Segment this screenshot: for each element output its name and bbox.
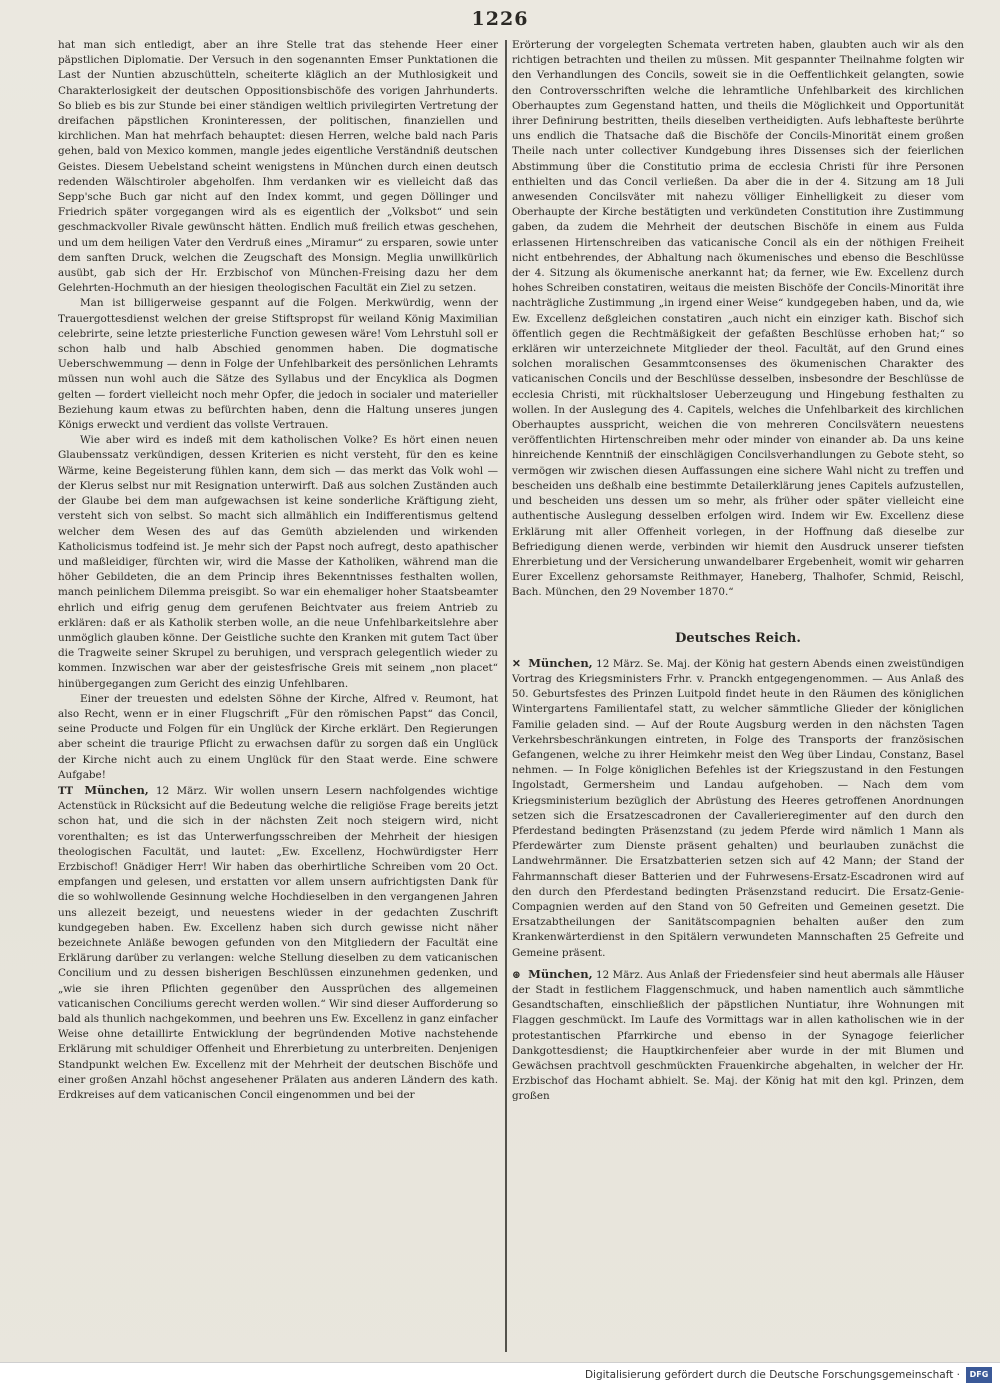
article-dateline: München, bbox=[528, 966, 593, 981]
article-munich-2 bbox=[512, 967, 964, 1105]
right-paragraph: Erörterung der vorgelegten Schemata vertreten haben, glaubten auch wir als den richtigen betrachten und theilen zu müssen. Mit gespannter Theilnahme folgten wir den Verhandlungen des Concils, soweit sie in die Oeffentlichkeit gelangten, sowie den Controversschriften welche die lehramtliche Unfehlbarkeit des kirchlichen Oberhauptes zum Gegenstand hatten, und theils die Möglichkeit und Opportunität ihrer Definirung bestritten, theils dieselben vertheidigten. Aufs lebhafteste berührte uns endlich die Thatsache daß die Bischöfe der Concils-Minorität einem großen Theile nach unter collectiver Kundgebung ihres Dissenses sich der feierlichen Abstimmung über die Constitutio prima de ecclesia Christi für ihre Personen enthielten und das Concil verließen. Da aber die in der 4. Sitzung am 18 Juli anwesenden Concilsväter mit nahezu völliger Einhelligkeit zu dieser vom Oberhaupte der Kirche bestätigten und verkündeten Constitution ihre Zustimmung gaben, da zudem die Mehrheit der deutschen Bischöfe in einem aus Fulda erlassenen Hirtenschreiben das vaticanische Concil als ein der nöthigen Freiheit nicht entbehrendes, der Abhaltung nach ökumenisches und ebenso die Beschlüsse der 4. Sitzung als ökumenische anerkannt hat; da ferner, wie Ew. Excellenz durch hohes Schreiben constatiren, weitaus die meisten Bischöfe der Concils-Minorität ihre nachträgliche Zustimmung „in irgend einer Weise“ kundgegeben haben, und da, wie Ew. Excellenz deßgleichen constatiren „auch nicht ein einziger kath. Bischof sich öffentlich gegen die Rechtmäßigkeit der gefaßten Beschlüsse erhoben hat;“ so erklären wir unterzeichnete Mitglieder der theol. Facultät, auf den Grund eines solchen moralischen Gesammtconsenses des ökumenischen Charakter des vaticanischen Concils und der Beschlüsse desselben, insbesondre der Beschlüsse de ecclesia Christi, mit rückhaltsloser Ueberzeugung und Hingebung festhalten zu wollen. In der Auslegung des 4. Capitels, welches die Unfehlbarkeit des kirchlichen Oberhauptes ausspricht, weichen die von mehreren Concilsvätern neuestens veröffentlichten Hirtenschreiben mehr oder minder von einander ab. Da uns keine hinreichende Kenntniß der einschlägigen Concilsverhandlungen zu Gebote steht, so vermögen wir zwischen diesen Auffassungen eine sichere Wahl nicht zu treffen und bescheiden uns deßhalb eine bestimmte Detailerklärung jenes Capitels aufzustellen, und bescheiden uns dessen um so mehr, als früher oder später vielleicht eine authentische Auslegung desselben erfolgen wird. Indem wir Ew. Excellenz diese Erklärung mit aller Offenheit vorlegen, in der Hoffnung daß dieselbe zur Befriedigung dienen werde, verbinden wir hiemit den Ausdruck unserer tiefsten Ehrerbietung und der Versicherung unwandelbarer Ergebenheit, womit wir geharren Eurer Excellenz gehorsamste Reithmayer, Haneberg, Thalhofer, Schmid, Reischl, Bach. München, den 29 November 1870.“ bbox=[512, 39, 964, 599]
article-munich-1 bbox=[512, 656, 964, 961]
article-date: 12 März. bbox=[596, 657, 644, 670]
article-dateline: München, bbox=[528, 655, 593, 670]
article-date: 12 März. bbox=[156, 784, 208, 797]
footer-credit: Digitalisierung gefördert durch die Deutsche Forschungsgemeinschaft · bbox=[584, 1369, 960, 1381]
article-dateline: München, bbox=[84, 782, 149, 797]
right-column bbox=[512, 38, 964, 1356]
left-paragraph: Man ist billigerweise gespannt auf die Folgen. Merkwürdig, wenn der Trauergottesdienst welchen der greise Stiftspropst für weiland König Maximilian celebrirte, seine letzte priesterliche Function gewesen wäre! Vom Lehrstuhl soll er schon halb und halb Abschied genommen haben. Die dogmatische Ueberschwemmung — denn in Folge der Unfehlbarkeit des persönlichen Lehramts müssen nun wohl auch die Sätze des Syllabus und der Encyklica als Dogmen gelten — fordert vielleicht noch mehr Opfer, die jedoch in socialer und materieller Beziehung kaum etwas zu befürchten haben, denn die Haltung unseres jungen Königs erweckt und verdient das vollste Vertrauen. bbox=[58, 297, 498, 432]
article-text: Aus Anlaß der Friedensfeier sind heut abermals alle Häuser der Stadt in festlichem Flaggenschmuck, und haben namentlich auch sämmtliche Gesandtschaften, einschließlich der päpstlichen Nuntiatur, ihre Wohnungen mit Flaggen geschmückt. Im Laufe des Vormittags war in allen katholischen wie in der protestantischen Pfarrkirche und ebenso in der Synagoge feierlicher Dankgottesdienst; die Hauptkirchenfeier aber wurde in der mit Blumen und Gewächsen prachtvoll geschmückten Frauenkirche abgehalten, in welcher der Hr. Erzbischof das Hochamt abhielt. Se. Maj. der König hat mit den kgl. Prinzen, dem großen bbox=[512, 968, 964, 1103]
left-paragraph: Einer der treuesten und edelsten Söhne der Kirche, Alfred v. Reumont, hat also Recht, wenn er in einer Flugschrift „Für den römischen Papst“ das Concil, seine Producte und Folgen für ein Unglück der Kirche erklärt. Den Regierungen aber scheint die traurige Pflicht zu erwachsen dafür zu sorgen daß ein Unglück der Kirche nicht auch zu einem Unglück für den Staat werde. Eine schwere Aufgabe! bbox=[58, 692, 498, 781]
page-number: 1226 bbox=[471, 8, 529, 30]
left-paragraph: Wie aber wird es indeß mit dem katholischen Volke? Es hört einen neuen Glaubenssatz verkündigen, dessen Kriterien es nicht versteht, für den es keine Wärme, keine Begeisterung fühlen kann, dem sich — das merkt das Volk wohl — der Klerus selbst nur mit Resignation unterwirft. Daß aus solchen Zuständen auch der Glaube bei dem man aufgewachsen ist keine sonderliche Kräftigung zieht, versteht sich von selbst. So macht sich allmählich ein Indifferentismus geltend welcher dem Wesen des auf das Gemüth abzielenden und wirkenden Katholicismus todfeind ist. Je mehr sich der Papst noch aufregt, desto apathischer und maßleidiger, fürchten wir, wird die Masse der Katholiken, während man die höher Gebildeten, die an dem Princip ihres Bekenntnisses festhalten wollen, manch peinlichem Dilemma preisgibt. So war ein ehemaliger hoher Staatsbeamter ehrlich und eifrig genug dem gerufenen Beichtvater aus freiem Antrieb zu erklären: daß er als Katholik sterben wolle, an die neue Unfehlbarkeitslehre aber unmöglich glauben könne. Der Geistliche suchte den Kranken mit gutem Tact über die Tragweite seiner Skrupel zu beruhigen, und versprach gelegentlich wieder zu kommen. Inzwischen war aber der geistesfrische Greis mit seinem „non placet“ hinübergegangen zum Gericht des einzig Unfehlbaren. bbox=[58, 434, 498, 690]
footer-bar bbox=[0, 1362, 1000, 1389]
article-text: Se. Maj. der König hat gestern Abends einen zweistündigen Vortrag des Kriegsministers Frhr. v. Pranckh entgegengenommen. — Aus Anlaß des 50. Geburtsfestes des Prinzen Luitpold findet heute in den Räumen des königlichen Wintergartens Familientafel statt, zu welcher sämmtliche Glieder der königlichen Familie geladen sind. — Auf der Route Augsburg werden in den nächsten Tagen Verkehrsbeschränkungen eintreten, in Folge des Transports der französischen Gefangenen, welche zu ihrer Heimkehr meist den Weg über Lindau, Constanz, Basel nehmen. — In Folge königlichen Befehles ist der Kriegszustand in den Festungen Ingolstadt, Germersheim und Landau aufgehoben. — Nach dem vom Kriegsministerium bezüglich der Abrüstung des Heeres getroffenen Anordnungen setzen sich die Ersatzescadronen der Cavallerieregimenter auf den durch den Pferdestand bedingten Präsenzstand (zu jedem Pferde wird nämlich 1 Mann als Pferdewärter zum Dienste präsent gehalten) und beurlauben zunächst die Landwehrmänner. Die Ersatzbatterien setzen sich auf 42 Mann; der Stand der Fahrmannschaft dieser Batterien und der Fuhrwesens-Ersatz-Escadronen wird auf den durch den Pferdestand bedingten Präsenzstand reducirt. Die Ersatz-Genie-Compagnien werden auf den Stand von 50 Gefreiten und Gemeinen gesetzt. Die Ersatzabtheilungen der Sanitätscompagnien behalten außer den zum Krankenwärterdienst in den Spitälern verwundeten Mannschaften 25 Gefreite und Gemeine präsent. bbox=[512, 657, 964, 959]
article-mark: ✕ bbox=[512, 657, 521, 670]
column-divider bbox=[505, 40, 507, 1352]
article-munich-declaration bbox=[58, 783, 498, 1103]
left-paragraph: hat man sich entledigt, aber an ihre Stelle trat das stehende Heer einer päpstlichen Diplomatie. Der Versuch in den sogenannten Emser Punktationen die Last der Nuntien abzuschütteln, scheiterte kläglich an der Muthlosigkeit und Charakterlosigkeit der deutschen Oppositionsbischöfe des vorigen Jahrhunderts. So blieb es bis zur Stunde bei einer ständigen weltlich privilegirten Vertretung der dreifachen päpstlichen Kroninteressen, der politischen, finanziellen und kirchlichen. Man hat mehrfach behauptet: diesen Herren, welche bald nach Paris gehen, bald von Mexico kommen, mangle jedes eigentliche Verständniß deutschen Geistes. Diesem Uebelstand scheint wenigstens in München durch einen deutsch redenden Wälschtiroler abgeholfen. Ihm verdanken wir es vielleicht daß das Sepp'sche Buch gar nicht auf den Index kommt, und gegen Döllinger und Friedrich später vorgegangen wird als es eigentlich der „Volksbot“ und sein geschmackvoller Rivale gewünscht hätten. Endlich muß freilich etwas geschehen, und um dem heiligen Vater den Verdruß eines „Miramur“ zu ersparen, sowie unter dem sanften Druck, welchen die Zeugschaft des Monsign. Meglia unwillkürlich ausübt, gab sich der Hr. Erzbischof von München-Freising dazu her dem Gelehrten-Hochmuth an der hiesigen theologischen Facultät ein Ziel zu setzen. bbox=[58, 39, 498, 295]
article-date: 12 März. bbox=[595, 968, 644, 981]
left-column bbox=[58, 38, 498, 1356]
section-heading: Deutsches Reich. bbox=[675, 630, 801, 646]
article-mark: TT bbox=[58, 784, 74, 797]
article-text: Wir wollen unsern Lesern nachfolgendes wichtige Actenstück in Rücksicht auf die Bedeutung welche die religiöse Frage bereits jetzt schon hat, und die sich in der nächsten Zeit noch steigern wird, nicht vorenthalten; es ist das Unterwerfungsschreiben der Mehrheit der hiesigen theologischen Facultät, und lautet: „Ew. Excellenz, Hochwürdigster Herr Erzbischof! Gnädiger Herr! Wir haben das oberhirtliche Schreiben vom 20 Oct. empfangen und gelesen, und erstatten vor allem unsern aufrichtigsten Dank für die so wohlwollende Gesinnung welche Hochdieselben in den vergangenen Jahren uns allezeit bezeigt, und neuestens wieder in der gedachten Zuschrift kundgegeben haben. Ew. Excellenz haben sich durch gewisse nicht näher bezeichnete Anläße bewogen gefunden von den Mitgliedern der Facultät eine Erklärung darüber zu verlangen: welche Stellung dieselben zu dem vaticanischen Concilium und zu dessen bisherigen Beschlüssen einzunehmen gedenken, und „wie sie ihren Pflichten gegenüber den Aussprüchen des allgemeinen vaticanischen Conciliums gerecht werden wollen.“ Wir sind dieser Aufforderung so bald als thunlich nachgekommen, und beehren uns Ew. Excellenz in ganz einfacher Weise ohne detaillirte Entwicklung der begründenden Motive nachstehende Erklärung mit schuldiger Offenheit und Ehrerbietung zu unterbreiten. Denjenigen Standpunkt welchen Ew. Excellenz mit der Mehrheit der deutschen Bischöfe und einer großen Anzahl höchst angesehener Prälaten aus anderen Ländern des kath. Erdkreises auf dem vaticanischen Concil eingenommen und bei der bbox=[58, 784, 498, 1102]
article-mark: ⊛ bbox=[512, 968, 521, 981]
dfg-logo: DFG bbox=[966, 1367, 992, 1383]
